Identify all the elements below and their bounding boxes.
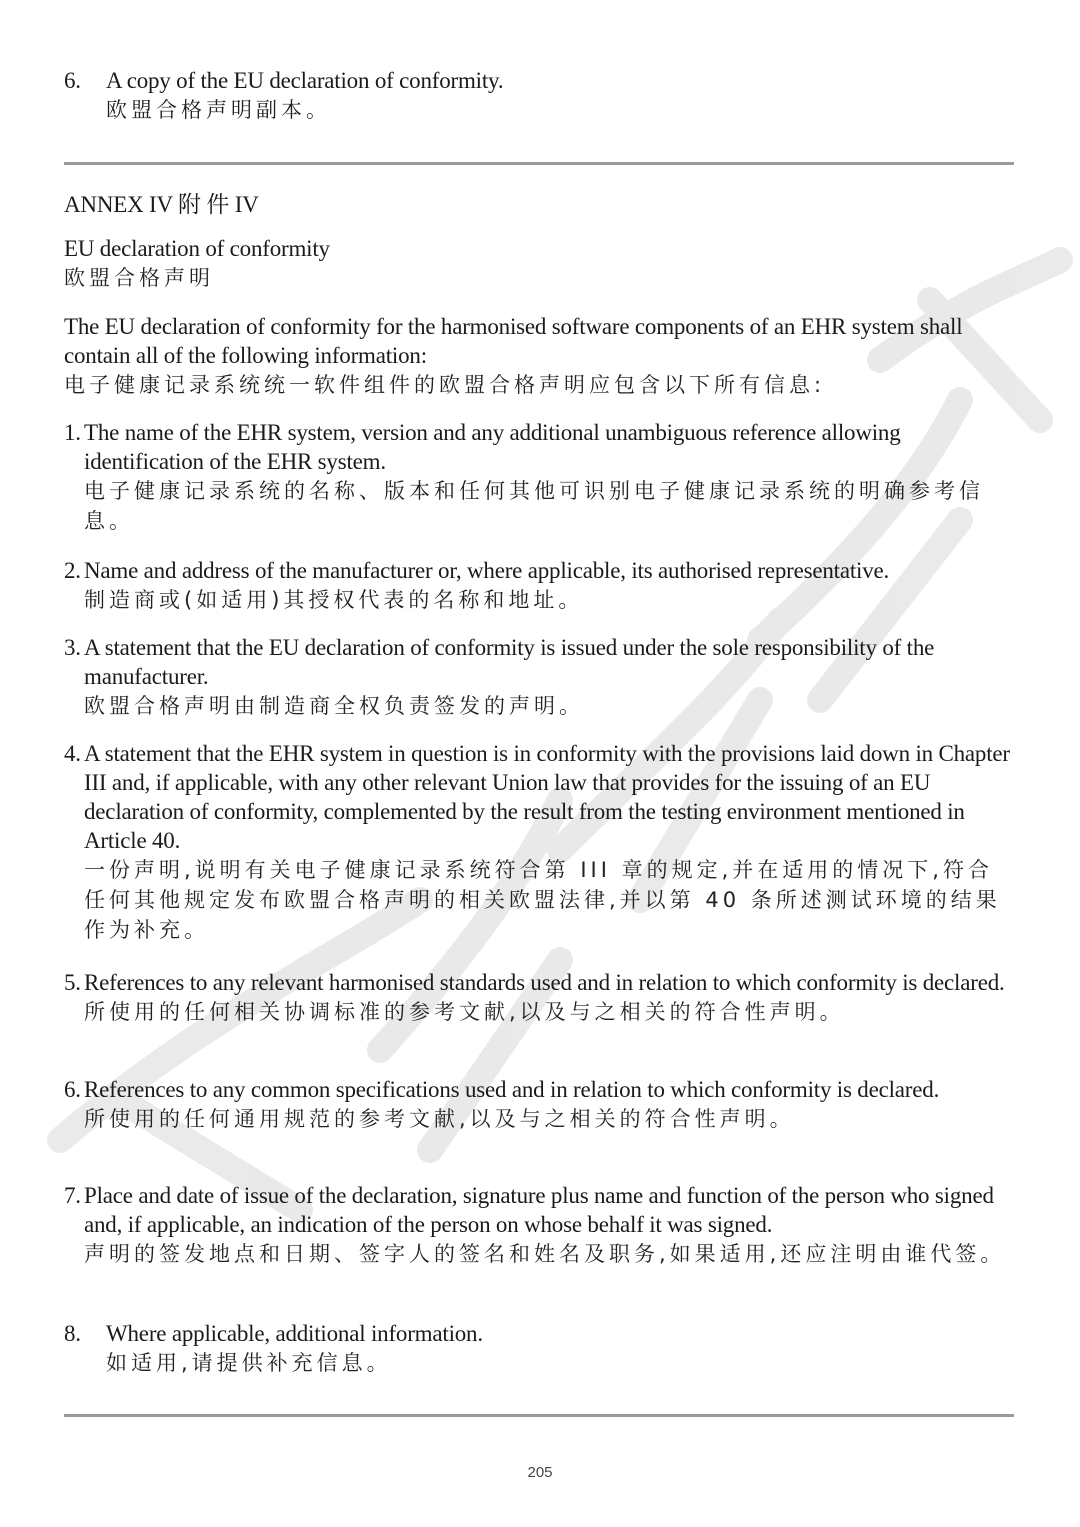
annex-intro-en: The EU declaration of conformity for the harmonised software components of an EHR system shall contain all of the following information: [64,314,963,368]
page-number: 205 [527,1464,553,1481]
list-number: 8. [64,1321,81,1346]
list-number: 6. [64,68,81,93]
annex-intro-zh: 电子健康记录系统统一软件组件的欧盟合格声明应包含以下所有信息: [64,373,826,397]
item-text-zh: 声明的签发地点和日期、签字人的签名和姓名及职务,如果适用,还应注明由谁代签。 [84,1242,1006,1266]
item-text-zh: 欧盟合格声明副本。 [106,98,331,122]
annex-intro [64,312,964,400]
item-text-en: References to any common specifications used and in relation to which conformity is declared. [84,1077,940,1102]
item-text-en: A statement that the EU declaration of conformity is issued under the sole responsibility of the manufacturer. [84,635,935,689]
list-number: 6. [64,1077,81,1102]
item-text-en: A statement that the EHR system in question is in conformity with the provisions laid down in Chapter III and, if applicable, with any other relevant Union law that provides for the issuing of an EU declaration of conformity, complemented by the result from the testing environment mentioned in Article 40. [84,741,1010,853]
list-number: 7. [64,1183,81,1208]
list-number: 3. [64,635,81,660]
item-text-zh: 制造商或(如适用)其授权代表的名称和地址。 [84,588,584,612]
item-text-zh: 一份声明,说明有关电子健康记录系统符合第 III 章的规定,并在适用的情况下,符合任何其他规定发布欧盟合格声明的相关欧盟法律,并以第 40 条所述测试环境的结果作为补充。 [84,858,1001,942]
item-text-zh: 如适用,请提供补充信息。 [106,1351,392,1375]
item-text-en: Place and date of issue of the declaration, signature plus name and function of the person who signed and, if applicable, an indication of the person on whose behalf it was signed. [84,1183,994,1237]
list-item-8 [64,1319,1014,1378]
annex-title-zh: 欧盟合格声明 [64,266,214,290]
item-text-zh: 电子健康记录系统的名称、版本和任何其他可识别电子健康记录系统的明确参考信息。 [84,479,984,533]
item-text-zh: 所使用的任何通用规范的参考文献,以及与之相关的符合性声明。 [84,1107,795,1131]
item-text-en: Name and address of the manufacturer or, where applicable, its authorised representative. [84,558,890,583]
item-text-zh: 欧盟合格声明由制造商全权负责签发的声明。 [84,694,584,718]
prev-list-item [64,66,1014,125]
list-number: 4. [64,741,81,766]
list-item-4 [64,739,1014,945]
list-item-1 [64,418,1014,536]
item-text-en: Where applicable, additional information. [106,1321,483,1346]
list-item-5 [64,968,1014,1027]
list-number: 1. [64,420,81,445]
list-item-3 [64,633,1014,721]
list-item-2 [64,556,1014,615]
item-text-en: The name of the EHR system, version and any additional unambiguous reference allowing identification of the EHR system. [84,420,901,474]
item-text-zh: 所使用的任何相关协调标准的参考文献,以及与之相关的符合性声明。 [84,1000,845,1024]
annex-heading: ANNEX IV 附 件 IV [64,192,259,217]
annex-title [64,234,1014,293]
list-item-6 [64,1075,1014,1134]
list-item-7 [64,1181,1014,1269]
list-number: 5. [64,970,81,995]
list-number: 2. [64,558,81,583]
divider-top [64,162,1014,165]
divider-bottom [64,1414,1014,1417]
item-text-en: A copy of the EU declaration of conformity. [106,68,504,93]
annex-title-en: EU declaration of conformity [64,236,330,261]
item-text-en: References to any relevant harmonised standards used and in relation to which conformity is declared. [84,970,1005,995]
